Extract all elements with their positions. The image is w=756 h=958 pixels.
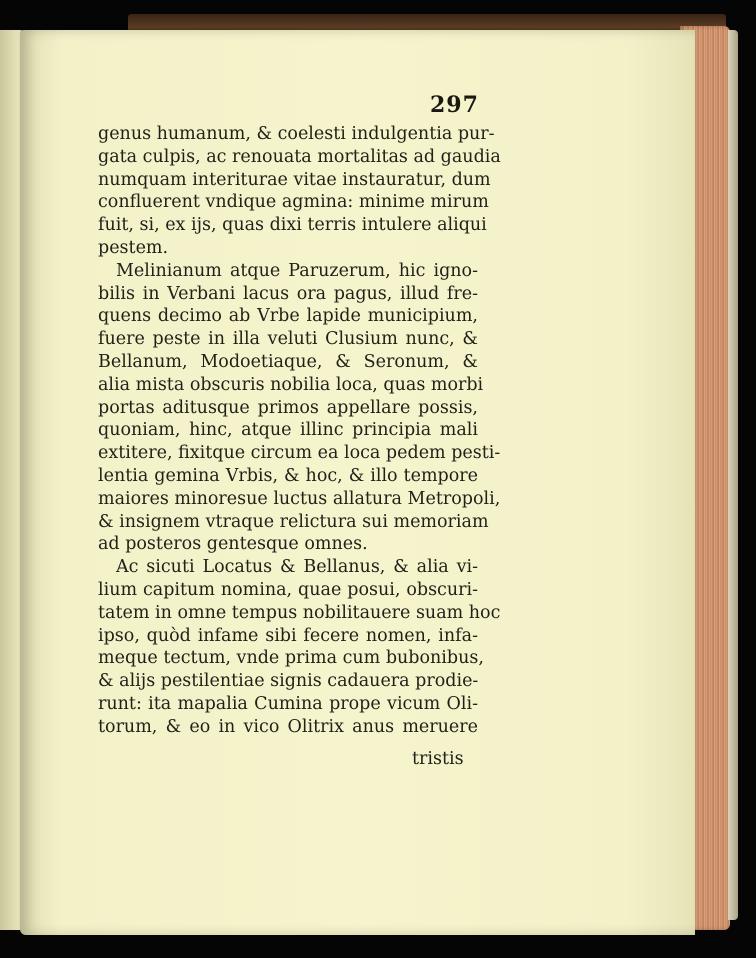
text-line: genus humanum, & coelesti indulgentia pur- xyxy=(98,124,495,144)
text-line: ipso, quòd infame sibi fecere nomen, infa- xyxy=(98,625,478,646)
text-line: & alijs pestilentiae signis cadauera prodie- xyxy=(98,671,479,692)
text-line: runt: ita mapalia Cumina prope vicum Oli- xyxy=(98,693,478,714)
text-line: Melinianum atque Paruzerum, hic igno- xyxy=(116,260,478,281)
text-line: & insignem vtraque relictura sui memoriam xyxy=(98,511,489,532)
text-line: Bellanum, Modoetiaque, & Seronum, & xyxy=(98,351,478,372)
text-line: tatem in omne tempus nobilitauere suam hoc xyxy=(98,602,501,623)
text-line: portas aditusque primos appellare possis, xyxy=(98,397,478,418)
text-line: lentia gemina Vrbis, & hoc, & illo tempore xyxy=(98,465,478,486)
text-line: extitere, fixitque circum ea loca pedem pesti- xyxy=(98,443,501,464)
text-line: fuere peste in illa veluti Clusium nunc, & xyxy=(98,329,478,350)
text-line: confluerent vndique agmina: minime mirum xyxy=(98,192,489,213)
text-line: numquam interiturae vitae instauratur, dum xyxy=(98,169,491,190)
text-block xyxy=(98,123,501,739)
text-line: fuit, si, ex ijs, quas dixi terris intulere aliqui xyxy=(98,215,487,236)
catchword: tristis xyxy=(412,749,464,769)
text-line: pestem. xyxy=(98,237,169,258)
text-line: alia mista obscuris nobilia loca, quas morbi xyxy=(98,374,484,395)
text-line: lium capitum nomina, quae posui, obscuri- xyxy=(98,579,478,600)
text-line: Ac sicuti Locatus & Bellanus, & alia vi- xyxy=(116,557,478,578)
text-line: bilis in Verbani lacus ora pagus, illud fre- xyxy=(98,283,478,304)
page-number: 297 xyxy=(430,92,479,118)
text-line: gata culpis, ac renouata mortalitas ad gaudia xyxy=(98,146,501,167)
text-line: maiores minoresue luctus allatura Metropoli, xyxy=(98,488,501,509)
text-line: quens decimo ab Vrbe lapide municipium, xyxy=(98,306,478,327)
text-line: quoniam, hinc, atque illinc principia mali xyxy=(98,420,478,441)
text-line: torum, & eo in vico Olitrix anus meruere xyxy=(98,716,478,737)
page-fore-edge-cap xyxy=(728,30,738,920)
text-line: ad posteros gentesque omnes. xyxy=(98,534,368,555)
text-line: meque tectum, vnde prima cum bubonibus, xyxy=(98,648,484,669)
